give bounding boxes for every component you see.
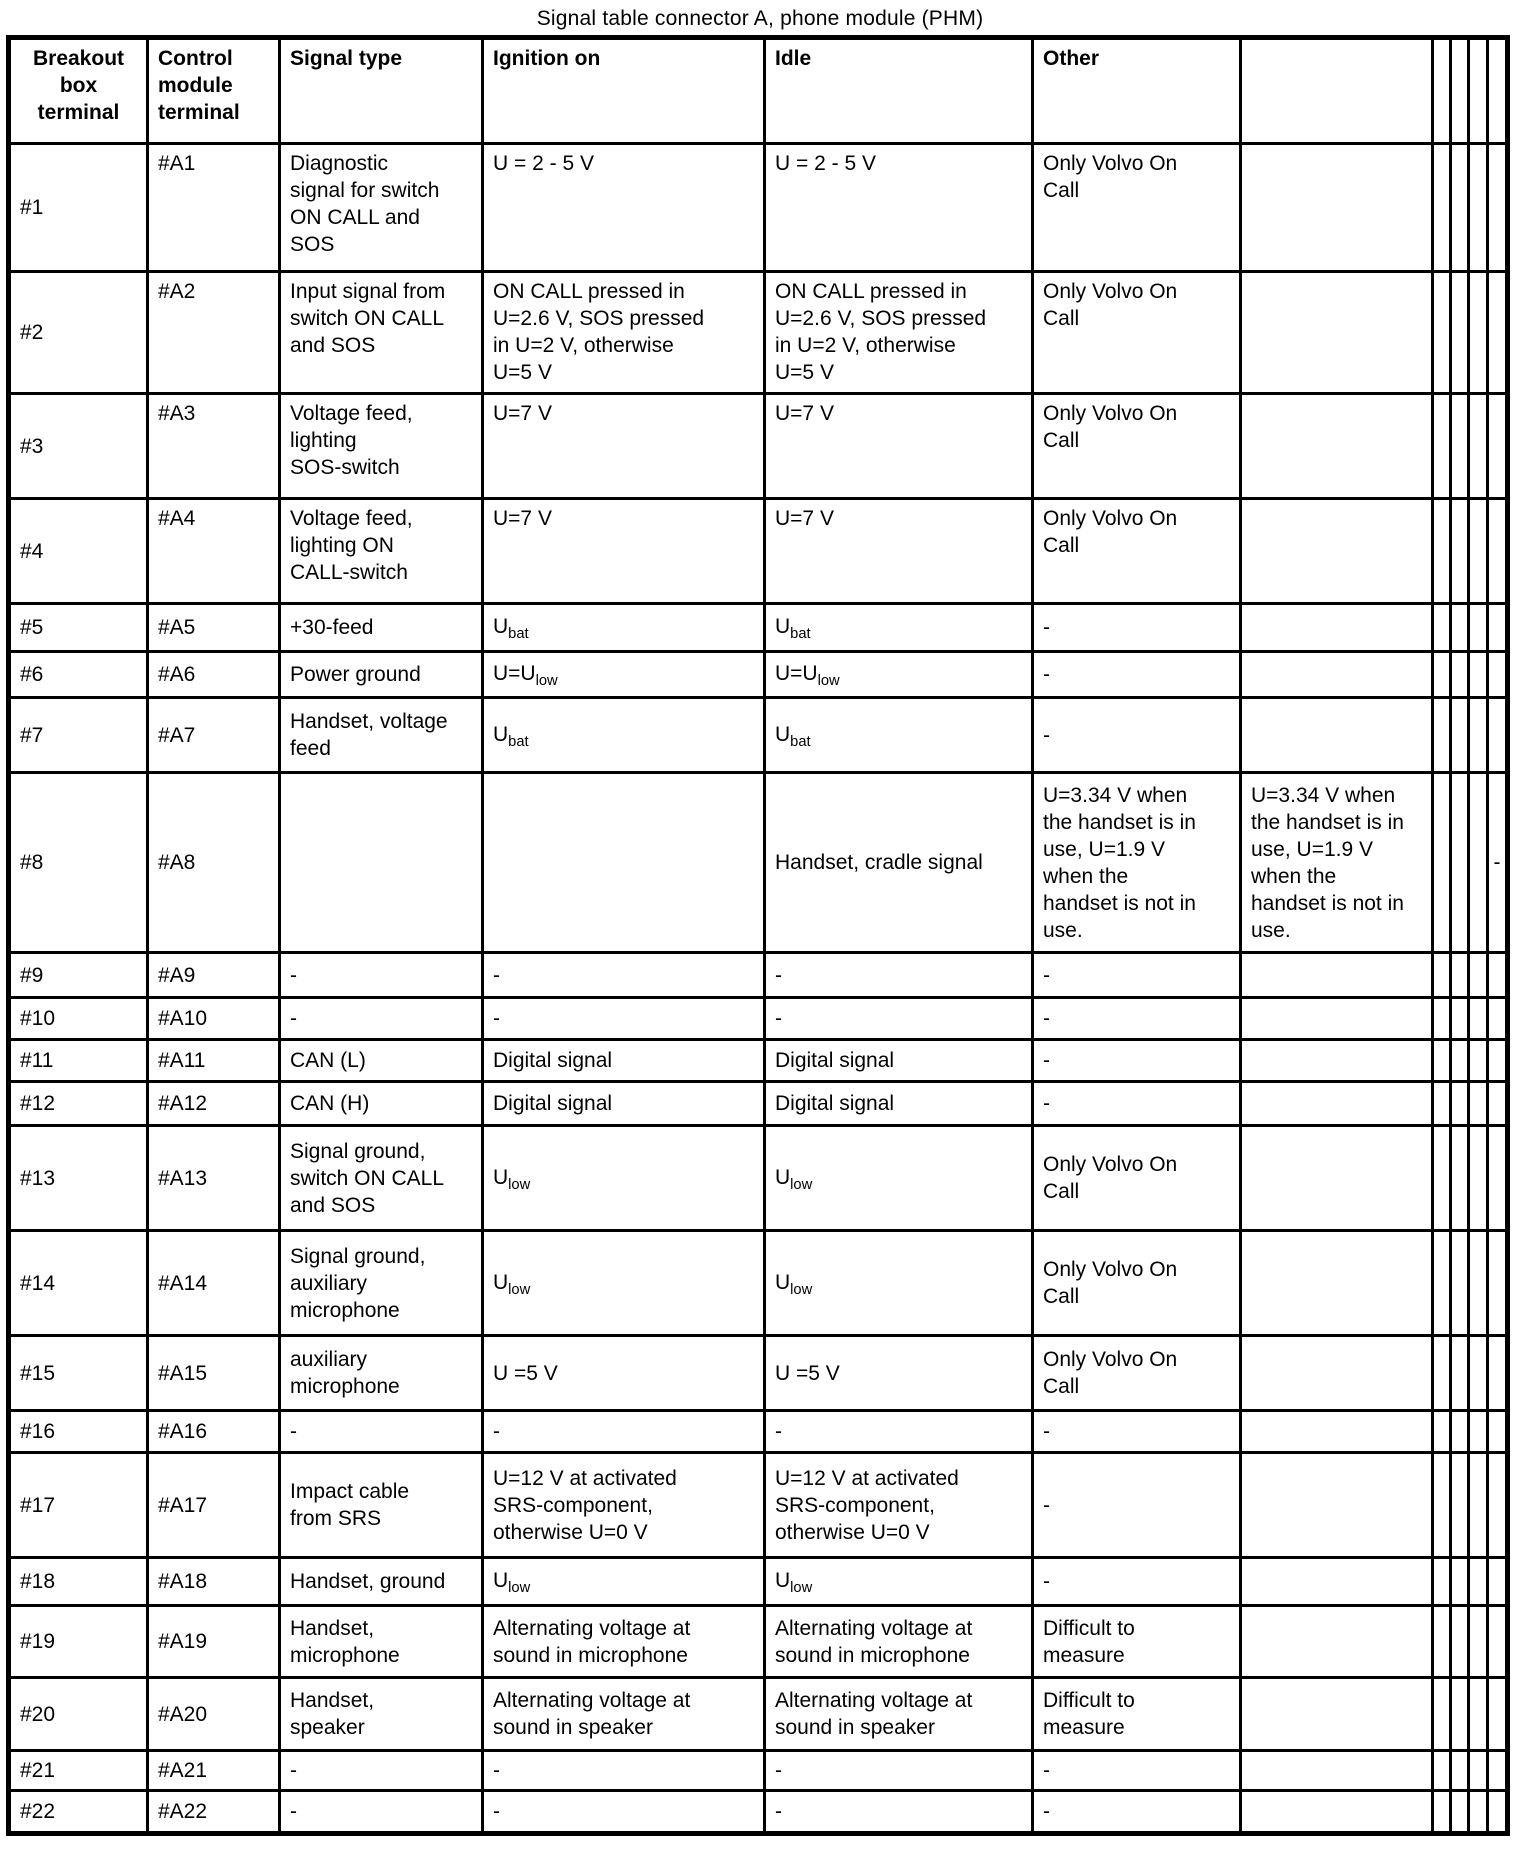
cell-row9-idle: -: [765, 953, 1033, 998]
cell-row19-spacer-4: [1488, 1606, 1508, 1678]
cell-row22-breakout-box-terminal: #22: [9, 1791, 148, 1834]
column-header-signal-type: Signal type: [280, 38, 483, 144]
table-body: [9, 144, 1508, 1834]
cell-row18-breakout-box-terminal: #18: [9, 1558, 148, 1606]
cell-row19-breakout-box-terminal: #19: [9, 1606, 148, 1678]
cell-row9-breakout-box-terminal: #9: [9, 953, 148, 998]
cell-row13-breakout-box-terminal: #13: [9, 1126, 148, 1231]
cell-row22-extra: [1241, 1791, 1433, 1834]
cell-row13-idle: $U_{low}$: [765, 1126, 1033, 1231]
cell-row7-idle: $U_{bat}$: [765, 698, 1033, 773]
cell-row11-spacer-1: [1433, 1040, 1451, 1082]
cell-row16-spacer-1: [1433, 1411, 1451, 1453]
cell-row10-spacer-2: [1451, 998, 1469, 1040]
cell-row5-signal-type: +30-feed: [280, 604, 483, 652]
cell-row8-signal-type: [280, 773, 483, 953]
cell-row9-signal-type: -: [280, 953, 483, 998]
column-header-breakout-box-terminal: Breakout box terminal: [9, 38, 148, 144]
cell-row7-ignition-on: $U_{bat}$: [483, 698, 765, 773]
cell-row2-spacer-3: [1469, 272, 1488, 394]
cell-row3-spacer-1: [1433, 394, 1451, 499]
cell-row9-spacer-1: [1433, 953, 1451, 998]
signal-table: [6, 35, 1510, 1836]
table-row-22: [9, 1791, 1508, 1834]
cell-row11-idle: Digital signal: [765, 1040, 1033, 1082]
cell-row1-extra: [1241, 144, 1433, 272]
cell-row2-control-module-terminal: #A2: [148, 272, 280, 394]
table-row-20: [9, 1678, 1508, 1751]
cell-row19-signal-type: Handset, microphone: [280, 1606, 483, 1678]
cell-row2-idle: ON CALL pressed in U=2.6 V, SOS pressed in U=2 V, otherwise U=5 V: [765, 272, 1033, 394]
cell-row9-extra: [1241, 953, 1433, 998]
cell-row2-ignition-on: ON CALL pressed in U=2.6 V, SOS pressed in U=2 V, otherwise U=5 V: [483, 272, 765, 394]
table-row-5: [9, 604, 1508, 652]
cell-row4-control-module-terminal: #A4: [148, 499, 280, 604]
cell-row4-extra: [1241, 499, 1433, 604]
column-header-spacer-1: [1433, 38, 1451, 144]
cell-row22-idle: -: [765, 1791, 1033, 1834]
cell-row16-signal-type: -: [280, 1411, 483, 1453]
cell-row9-ignition-on: -: [483, 953, 765, 998]
cell-row5-spacer-1: [1433, 604, 1451, 652]
cell-row4-other: Only Volvo On Call: [1033, 499, 1241, 604]
cell-row12-spacer-3: [1469, 1082, 1488, 1126]
table-row-12: [9, 1082, 1508, 1126]
table-row-10: [9, 998, 1508, 1040]
cell-row5-idle: $U_{bat}$: [765, 604, 1033, 652]
cell-row17-spacer-1: [1433, 1453, 1451, 1558]
cell-row17-breakout-box-terminal: #17: [9, 1453, 148, 1558]
cell-row13-ignition-on: $U_{low}$: [483, 1126, 765, 1231]
cell-row13-spacer-3: [1469, 1126, 1488, 1231]
cell-row7-spacer-3: [1469, 698, 1488, 773]
cell-row18-spacer-2: [1451, 1558, 1469, 1606]
cell-row8-spacer-1: [1433, 773, 1451, 953]
cell-row17-spacer-2: [1451, 1453, 1469, 1558]
cell-row22-spacer-2: [1451, 1791, 1469, 1834]
cell-row11-ignition-on: Digital signal: [483, 1040, 765, 1082]
cell-row22-other: -: [1033, 1791, 1241, 1834]
cell-row3-extra: [1241, 394, 1433, 499]
cell-row18-signal-type: Handset, ground: [280, 1558, 483, 1606]
cell-row17-signal-type: Impact cable from SRS: [280, 1453, 483, 1558]
table-row-3: [9, 394, 1508, 499]
cell-row16-spacer-4: [1488, 1411, 1508, 1453]
cell-row15-other: Only Volvo On Call: [1033, 1336, 1241, 1411]
cell-row9-spacer-3: [1469, 953, 1488, 998]
cell-row3-spacer-2: [1451, 394, 1469, 499]
cell-row8-spacer-3: [1469, 773, 1488, 953]
cell-row12-control-module-terminal: #A12: [148, 1082, 280, 1126]
cell-row8-spacer-4: -: [1488, 773, 1508, 953]
cell-row14-other: Only Volvo On Call: [1033, 1231, 1241, 1336]
cell-row9-spacer-4: [1488, 953, 1508, 998]
cell-row21-spacer-1: [1433, 1751, 1451, 1791]
cell-row17-spacer-4: [1488, 1453, 1508, 1558]
cell-row13-spacer-1: [1433, 1126, 1451, 1231]
cell-row18-idle: $U_{low}$: [765, 1558, 1033, 1606]
cell-row4-spacer-1: [1433, 499, 1451, 604]
cell-row3-spacer-4: [1488, 394, 1508, 499]
cell-row10-spacer-3: [1469, 998, 1488, 1040]
cell-row15-extra: [1241, 1336, 1433, 1411]
cell-row9-control-module-terminal: #A9: [148, 953, 280, 998]
cell-row20-spacer-4: [1488, 1678, 1508, 1751]
cell-row14-breakout-box-terminal: #14: [9, 1231, 148, 1336]
cell-row8-other: U=3.34 V when the handset is in use, U=1.9 V when the handset is not in use.: [1033, 773, 1241, 953]
cell-row6-spacer-1: [1433, 652, 1451, 698]
cell-row14-spacer-3: [1469, 1231, 1488, 1336]
cell-row17-idle: U=12 V at activated SRS-component, otherwise U=0 V: [765, 1453, 1033, 1558]
cell-row5-extra: [1241, 604, 1433, 652]
cell-row6-spacer-2: [1451, 652, 1469, 698]
cell-row6-spacer-3: [1469, 652, 1488, 698]
cell-row10-extra: [1241, 998, 1433, 1040]
cell-row17-extra: [1241, 1453, 1433, 1558]
cell-row20-ignition-on: Alternating voltage at sound in speaker: [483, 1678, 765, 1751]
cell-row15-spacer-2: [1451, 1336, 1469, 1411]
cell-row3-ignition-on: U=7 V: [483, 394, 765, 499]
cell-row3-spacer-3: [1469, 394, 1488, 499]
cell-row7-signal-type: Handset, voltage feed: [280, 698, 483, 773]
cell-row18-spacer-4: [1488, 1558, 1508, 1606]
cell-row21-spacer-4: [1488, 1751, 1508, 1791]
cell-row15-signal-type: auxiliary microphone: [280, 1336, 483, 1411]
cell-row1-breakout-box-terminal: #1: [9, 144, 148, 272]
cell-row7-spacer-2: [1451, 698, 1469, 773]
cell-row11-spacer-4: [1488, 1040, 1508, 1082]
cell-row7-control-module-terminal: #A7: [148, 698, 280, 773]
cell-row21-extra: [1241, 1751, 1433, 1791]
cell-row21-signal-type: -: [280, 1751, 483, 1791]
cell-row16-spacer-3: [1469, 1411, 1488, 1453]
cell-row1-control-module-terminal: #A1: [148, 144, 280, 272]
cell-row5-other: -: [1033, 604, 1241, 652]
cell-row19-control-module-terminal: #A19: [148, 1606, 280, 1678]
cell-row9-other: -: [1033, 953, 1241, 998]
cell-row21-spacer-2: [1451, 1751, 1469, 1791]
cell-row2-signal-type: Input signal from switch ON CALL and SOS: [280, 272, 483, 394]
cell-row4-spacer-4: [1488, 499, 1508, 604]
cell-row4-breakout-box-terminal: #4: [9, 499, 148, 604]
cell-row11-control-module-terminal: #A11: [148, 1040, 280, 1082]
table-row-21: [9, 1751, 1508, 1791]
cell-row12-idle: Digital signal: [765, 1082, 1033, 1126]
cell-row7-spacer-4: [1488, 698, 1508, 773]
cell-row10-breakout-box-terminal: #10: [9, 998, 148, 1040]
cell-row4-idle: U=7 V: [765, 499, 1033, 604]
column-header-spacer-3: [1469, 38, 1488, 144]
cell-row21-breakout-box-terminal: #21: [9, 1751, 148, 1791]
cell-row8-extra: U=3.34 V when the handset is in use, U=1.9 V when the handset is not in use.: [1241, 773, 1433, 953]
table-row-19: [9, 1606, 1508, 1678]
cell-row20-idle: Alternating voltage at sound in speaker: [765, 1678, 1033, 1751]
cell-row17-spacer-3: [1469, 1453, 1488, 1558]
column-header-spacer-4: [1488, 38, 1508, 144]
cell-row16-breakout-box-terminal: #16: [9, 1411, 148, 1453]
cell-row11-extra: [1241, 1040, 1433, 1082]
cell-row14-extra: [1241, 1231, 1433, 1336]
cell-row15-spacer-1: [1433, 1336, 1451, 1411]
cell-row10-spacer-4: [1488, 998, 1508, 1040]
cell-row8-ignition-on: [483, 773, 765, 953]
cell-row10-control-module-terminal: #A10: [148, 998, 280, 1040]
table-row-18: [9, 1558, 1508, 1606]
table-row-15: [9, 1336, 1508, 1411]
cell-row18-extra: [1241, 1558, 1433, 1606]
cell-row5-control-module-terminal: #A5: [148, 604, 280, 652]
cell-row10-signal-type: -: [280, 998, 483, 1040]
cell-row12-breakout-box-terminal: #12: [9, 1082, 148, 1126]
table-row-6: [9, 652, 1508, 698]
cell-row12-other: -: [1033, 1082, 1241, 1126]
cell-row22-spacer-1: [1433, 1791, 1451, 1834]
cell-row18-spacer-3: [1469, 1558, 1488, 1606]
cell-row11-spacer-3: [1469, 1040, 1488, 1082]
cell-row11-other: -: [1033, 1040, 1241, 1082]
cell-row1-ignition-on: U = 2 - 5 V: [483, 144, 765, 272]
cell-row19-spacer-2: [1451, 1606, 1469, 1678]
cell-row7-breakout-box-terminal: #7: [9, 698, 148, 773]
cell-row8-breakout-box-terminal: #8: [9, 773, 148, 953]
cell-row1-signal-type: Diagnostic signal for switch ON CALL and SOS: [280, 144, 483, 272]
cell-row18-other: -: [1033, 1558, 1241, 1606]
cell-row13-signal-type: Signal ground, switch ON CALL and SOS: [280, 1126, 483, 1231]
column-header-extra: [1241, 38, 1433, 144]
cell-row22-spacer-4: [1488, 1791, 1508, 1834]
cell-row14-ignition-on: $U_{low}$: [483, 1231, 765, 1336]
cell-row14-spacer-2: [1451, 1231, 1469, 1336]
cell-row7-other: -: [1033, 698, 1241, 773]
cell-row15-spacer-3: [1469, 1336, 1488, 1411]
table-row-17: [9, 1453, 1508, 1558]
cell-row2-spacer-1: [1433, 272, 1451, 394]
cell-row6-spacer-4: [1488, 652, 1508, 698]
cell-row20-spacer-3: [1469, 1678, 1488, 1751]
cell-row10-idle: -: [765, 998, 1033, 1040]
cell-row16-idle: -: [765, 1411, 1033, 1453]
cell-row12-spacer-4: [1488, 1082, 1508, 1126]
table-header: [9, 38, 1508, 144]
cell-row3-other: Only Volvo On Call: [1033, 394, 1241, 499]
cell-row4-signal-type: Voltage feed, lighting ON CALL-switch: [280, 499, 483, 604]
cell-row1-spacer-2: [1451, 144, 1469, 272]
cell-row6-extra: [1241, 652, 1433, 698]
cell-row19-ignition-on: Alternating voltage at sound in microphone: [483, 1606, 765, 1678]
cell-row21-control-module-terminal: #A21: [148, 1751, 280, 1791]
cell-row17-control-module-terminal: #A17: [148, 1453, 280, 1558]
table-row-2: [9, 272, 1508, 394]
cell-row5-ignition-on: $U_{bat}$: [483, 604, 765, 652]
cell-row2-spacer-2: [1451, 272, 1469, 394]
cell-row3-idle: U=7 V: [765, 394, 1033, 499]
cell-row10-spacer-1: [1433, 998, 1451, 1040]
table-row-9: [9, 953, 1508, 998]
cell-row13-other: Only Volvo On Call: [1033, 1126, 1241, 1231]
cell-row12-signal-type: CAN (H): [280, 1082, 483, 1126]
cell-row21-ignition-on: -: [483, 1751, 765, 1791]
cell-row21-other: -: [1033, 1751, 1241, 1791]
header-row: [9, 38, 1508, 144]
table-row-4: [9, 499, 1508, 604]
column-header-control-module-terminal: Control module terminal: [148, 38, 280, 144]
cell-row17-other: -: [1033, 1453, 1241, 1558]
cell-row12-extra: [1241, 1082, 1433, 1126]
cell-row16-other: -: [1033, 1411, 1241, 1453]
cell-row6-breakout-box-terminal: #6: [9, 652, 148, 698]
cell-row18-ignition-on: $U_{low}$: [483, 1558, 765, 1606]
cell-row19-spacer-3: [1469, 1606, 1488, 1678]
cell-row15-control-module-terminal: #A15: [148, 1336, 280, 1411]
cell-row15-spacer-4: [1488, 1336, 1508, 1411]
cell-row1-idle: U = 2 - 5 V: [765, 144, 1033, 272]
cell-row9-spacer-2: [1451, 953, 1469, 998]
cell-row22-signal-type: -: [280, 1791, 483, 1834]
cell-row7-extra: [1241, 698, 1433, 773]
cell-row1-other: Only Volvo On Call: [1033, 144, 1241, 272]
cell-row1-spacer-1: [1433, 144, 1451, 272]
cell-row16-spacer-2: [1451, 1411, 1469, 1453]
cell-row14-idle: $U_{low}$: [765, 1231, 1033, 1336]
cell-row4-ignition-on: U=7 V: [483, 499, 765, 604]
cell-row20-breakout-box-terminal: #20: [9, 1678, 148, 1751]
cell-row21-idle: -: [765, 1751, 1033, 1791]
cell-row14-signal-type: Signal ground, auxiliary microphone: [280, 1231, 483, 1336]
cell-row14-spacer-1: [1433, 1231, 1451, 1336]
cell-row2-extra: [1241, 272, 1433, 394]
cell-row12-ignition-on: Digital signal: [483, 1082, 765, 1126]
table-row-13: [9, 1126, 1508, 1231]
cell-row12-spacer-1: [1433, 1082, 1451, 1126]
cell-row22-ignition-on: -: [483, 1791, 765, 1834]
cell-row15-ignition-on: U =5 V: [483, 1336, 765, 1411]
cell-row13-extra: [1241, 1126, 1433, 1231]
cell-row20-signal-type: Handset, speaker: [280, 1678, 483, 1751]
cell-row2-other: Only Volvo On Call: [1033, 272, 1241, 394]
cell-row8-control-module-terminal: #A8: [148, 773, 280, 953]
table-row-8: [9, 773, 1508, 953]
cell-row8-spacer-2: [1451, 773, 1469, 953]
column-header-spacer-2: [1451, 38, 1469, 144]
cell-row18-spacer-1: [1433, 1558, 1451, 1606]
cell-row20-spacer-1: [1433, 1678, 1451, 1751]
column-header-idle: Idle: [765, 38, 1033, 144]
cell-row13-spacer-2: [1451, 1126, 1469, 1231]
cell-row19-spacer-1: [1433, 1606, 1451, 1678]
cell-row22-control-module-terminal: #A22: [148, 1791, 280, 1834]
cell-row5-spacer-3: [1469, 604, 1488, 652]
cell-row11-signal-type: CAN (L): [280, 1040, 483, 1082]
cell-row3-breakout-box-terminal: #3: [9, 394, 148, 499]
cell-row6-signal-type: Power ground: [280, 652, 483, 698]
table-row-1: [9, 144, 1508, 272]
cell-row11-spacer-2: [1451, 1040, 1469, 1082]
column-header-ignition-on: Ignition on: [483, 38, 765, 144]
cell-row8-idle: Handset, cradle signal: [765, 773, 1033, 953]
cell-row17-ignition-on: U=12 V at activated SRS-component, otherwise U=0 V: [483, 1453, 765, 1558]
cell-row12-spacer-2: [1451, 1082, 1469, 1126]
cell-row4-spacer-2: [1451, 499, 1469, 604]
table-row-11: [9, 1040, 1508, 1082]
table-row-7: [9, 698, 1508, 773]
cell-row3-signal-type: Voltage feed, lighting SOS-switch: [280, 394, 483, 499]
cell-row2-breakout-box-terminal: #2: [9, 272, 148, 394]
cell-row6-other: -: [1033, 652, 1241, 698]
cell-row18-control-module-terminal: #A18: [148, 1558, 280, 1606]
table-row-14: [9, 1231, 1508, 1336]
cell-row3-control-module-terminal: #A3: [148, 394, 280, 499]
cell-row14-spacer-4: [1488, 1231, 1508, 1336]
column-header-other: Other: [1033, 38, 1241, 144]
cell-row16-ignition-on: -: [483, 1411, 765, 1453]
table-row-16: [9, 1411, 1508, 1453]
cell-row15-idle: U =5 V: [765, 1336, 1033, 1411]
cell-row22-spacer-3: [1469, 1791, 1488, 1834]
cell-row20-other: Difficult to measure: [1033, 1678, 1241, 1751]
cell-row5-spacer-4: [1488, 604, 1508, 652]
cell-row19-extra: [1241, 1606, 1433, 1678]
cell-row21-spacer-3: [1469, 1751, 1488, 1791]
cell-row13-control-module-terminal: #A13: [148, 1126, 280, 1231]
cell-row1-spacer-3: [1469, 144, 1488, 272]
cell-row15-breakout-box-terminal: #15: [9, 1336, 148, 1411]
cell-row1-spacer-4: [1488, 144, 1508, 272]
cell-row14-control-module-terminal: #A14: [148, 1231, 280, 1336]
cell-row6-ignition-on: $U=U_{low}$: [483, 652, 765, 698]
cell-row20-control-module-terminal: #A20: [148, 1678, 280, 1751]
cell-row7-spacer-1: [1433, 698, 1451, 773]
cell-row20-extra: [1241, 1678, 1433, 1751]
cell-row5-breakout-box-terminal: #5: [9, 604, 148, 652]
cell-row19-idle: Alternating voltage at sound in microphone: [765, 1606, 1033, 1678]
cell-row16-extra: [1241, 1411, 1433, 1453]
cell-row5-spacer-2: [1451, 604, 1469, 652]
cell-row6-control-module-terminal: #A6: [148, 652, 280, 698]
page-title: Signal table connector A, phone module (PHM): [536, 7, 984, 30]
cell-row11-breakout-box-terminal: #11: [9, 1040, 148, 1082]
cell-row10-other: -: [1033, 998, 1241, 1040]
cell-row2-spacer-4: [1488, 272, 1508, 394]
cell-row20-spacer-2: [1451, 1678, 1469, 1751]
cell-row6-idle: $U=U_{low}$: [765, 652, 1033, 698]
cell-row10-ignition-on: -: [483, 998, 765, 1040]
cell-row16-control-module-terminal: #A16: [148, 1411, 280, 1453]
cell-row4-spacer-3: [1469, 499, 1488, 604]
cell-row13-spacer-4: [1488, 1126, 1508, 1231]
cell-row19-other: Difficult to measure: [1033, 1606, 1241, 1678]
